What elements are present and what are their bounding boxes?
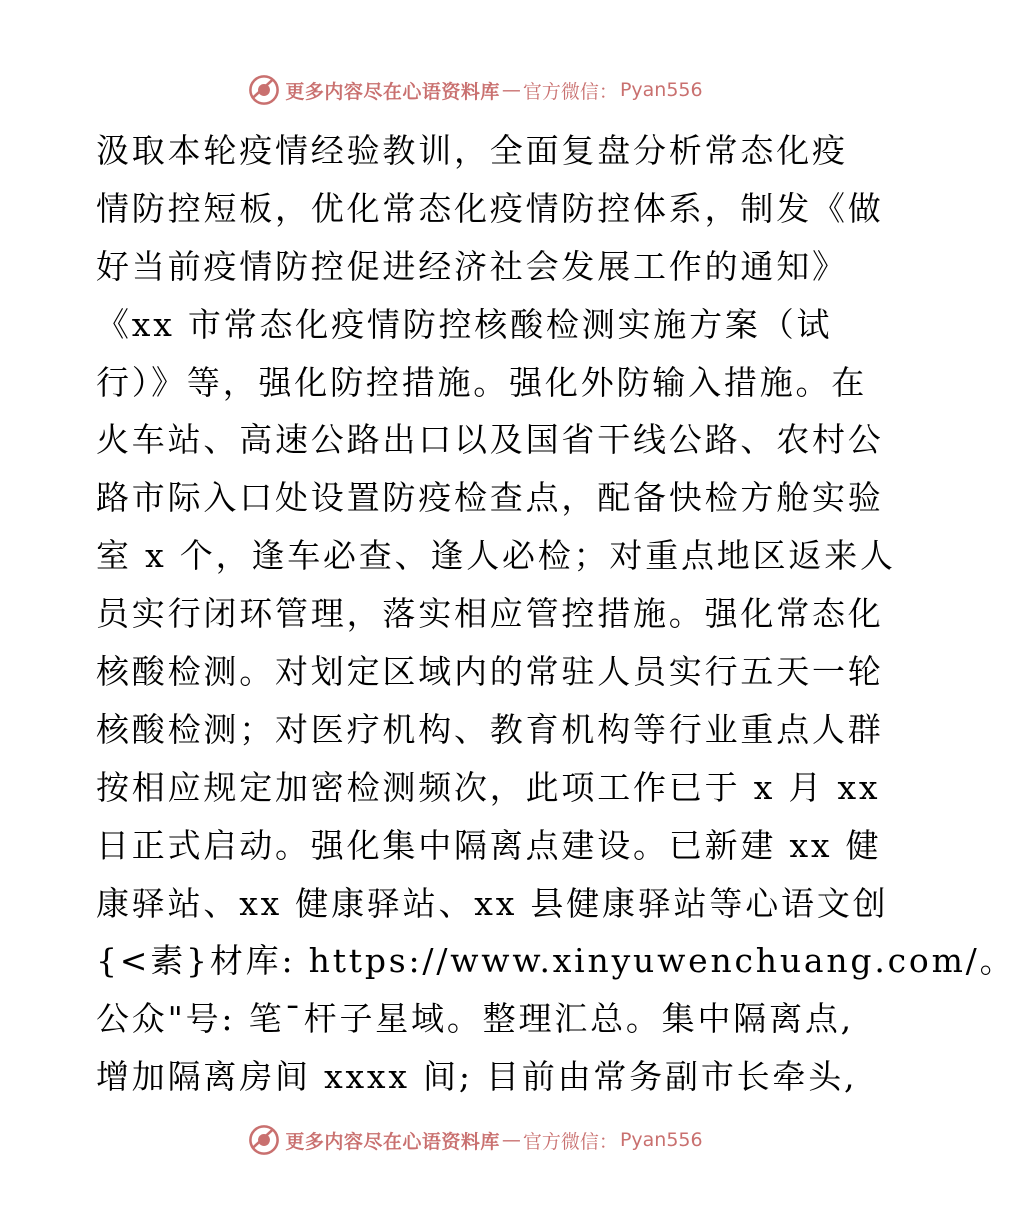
text-line: 核酸检测；对医疗机构、教育机构等行业重点人群 — [96, 709, 884, 749]
text-line: 好当前疫情防控促进经济社会发展工作的通知》 — [96, 246, 848, 286]
header-brand: 更多内容尽在心语资料库 — [285, 80, 500, 103]
text-line: 情防控短板，优化常态化疫情防控体系，制发《做 — [96, 188, 884, 228]
text-line: 员实行闭环管理，落实相应管控措施。强化常态化 — [96, 594, 884, 634]
footer-wechat-id: Pyan556 — [619, 1129, 703, 1151]
text-line: 核酸检测。对划定区域内的常驻人员实行五天一轮 — [96, 652, 884, 692]
text-line: 按相应规定加密检测频次，此项工作已于 x 月 xx — [96, 767, 881, 807]
text-line: 汲取本轮疫情经验教训，全面复盘分析常态化疫 — [96, 131, 848, 170]
text-line: 路市际入口处设置防疫检查点，配备快检方舱实验 — [96, 478, 884, 518]
text-line: 行）》等，强化防控措施。强化外防输入措施。在 — [96, 362, 868, 402]
text-line: 日正式启动。强化集中隔离点建设。已新建 xx 健 — [96, 825, 882, 865]
footer-brand: 更多内容尽在心语资料库 — [285, 1130, 500, 1153]
header-separator: — — [501, 79, 521, 101]
document-body — [96, 122, 1015, 1106]
text-line: 室 x 个，逢车必查、逢人必检；对重点地区返来人 — [96, 536, 896, 576]
footer-separator: — — [501, 1129, 521, 1151]
text-line: 火车站、高速公路出口以及国省干线公路、农村公 — [96, 420, 884, 460]
text-line: {<素}材库: https://www.xinyuwenchuang.com/。 — [96, 941, 1015, 981]
header-label: 官方微信： — [522, 80, 618, 103]
text-line: 康驿站、xx 健康驿站、xx 县健康驿站等心语文创 — [96, 883, 889, 923]
text-line: 增加隔离房间 xxxx 间; 目前由常务副市长牵头, — [96, 1057, 858, 1097]
brand-logo-icon — [247, 1123, 281, 1157]
text-line: 《xx 市常态化疫情防控核酸检测实施方案（试 — [96, 304, 833, 344]
footer-label: 官方微信： — [522, 1130, 618, 1153]
text-line: 公众"号: 笔¯杆子星域。整理汇总。集中隔离点, — [96, 999, 854, 1039]
page-header — [0, 72, 950, 108]
page-footer — [0, 1122, 950, 1158]
brand-logo-icon — [247, 73, 281, 107]
header-wechat-id: Pyan556 — [619, 79, 703, 101]
